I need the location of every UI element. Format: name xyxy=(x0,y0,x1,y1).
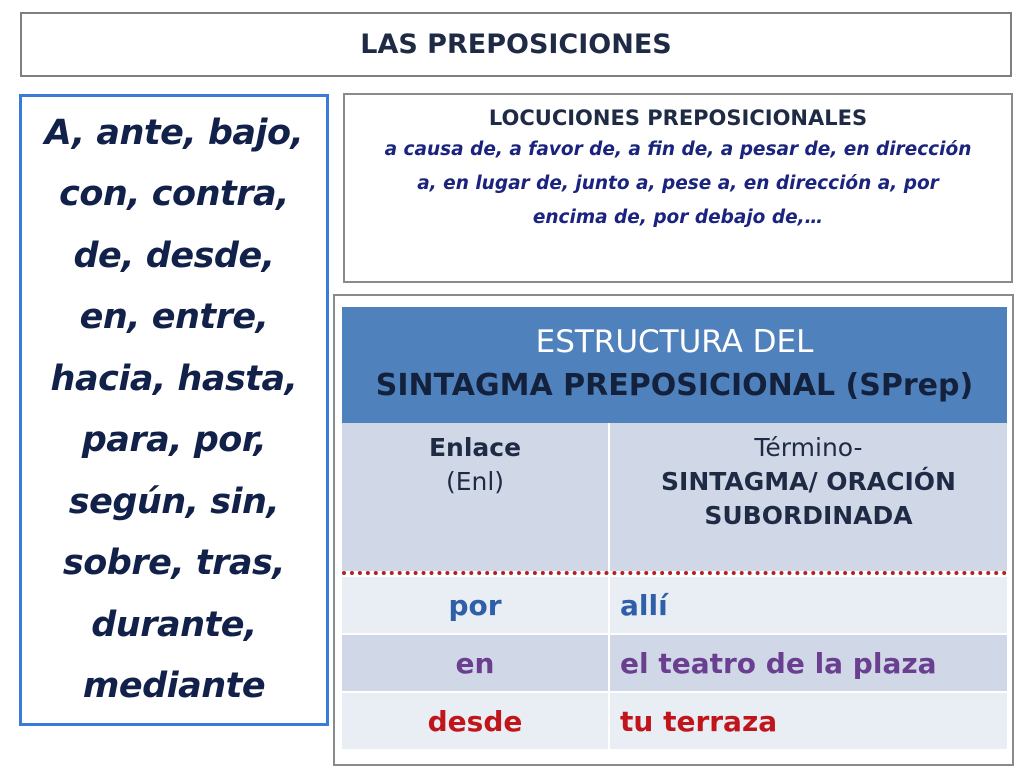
locuciones-line: encima de, por debajo de,… xyxy=(532,207,824,228)
termino-line3: SUBORDINADA xyxy=(704,501,913,530)
termino-label: Término- xyxy=(754,433,863,462)
termino-cell: allí xyxy=(620,588,668,622)
enlace-cell: desde xyxy=(342,693,610,749)
preposition-line: según, sin, xyxy=(68,481,280,522)
locuciones-line: a, en lugar de, junto a, pese a, en dirección a, por xyxy=(417,173,939,194)
preposition-line: A, ante, bajo, xyxy=(44,112,304,153)
preposition-line: con, contra, xyxy=(59,174,289,214)
enlace-label: Enlace xyxy=(428,433,522,462)
locuciones-title: LOCUCIONES PREPOSICIONALES xyxy=(488,106,868,130)
preposition-line: mediante xyxy=(82,666,266,706)
enlace-cell: en xyxy=(342,635,610,691)
structure-header-line1: ESTRUCTURA DEL xyxy=(535,324,814,360)
structure-header-line2: SINTAGMA PREPOSICIONAL (SPrep) xyxy=(375,368,974,403)
table-row xyxy=(342,633,1007,691)
enlace-abbr: (Enl) xyxy=(445,467,505,496)
prepositions-panel xyxy=(19,94,329,726)
column-header-termino xyxy=(610,423,1007,571)
structure-panel xyxy=(333,294,1014,766)
preposition-line: durante, xyxy=(91,604,257,645)
termino-line2: SINTAGMA/ ORACIÓN xyxy=(661,467,956,496)
enlace-cell: por xyxy=(342,577,610,633)
termino-cell: tu terraza xyxy=(620,704,778,738)
table-header-row xyxy=(342,423,1007,571)
page-title-box xyxy=(20,12,1012,77)
preposition-line: sobre, tras, xyxy=(62,543,286,583)
locuciones-panel xyxy=(343,93,1013,283)
structure-header xyxy=(342,307,1007,423)
preposition-line: para, por, xyxy=(81,420,267,460)
page-title: LAS PREPOSICIONES xyxy=(360,29,672,60)
prepositions-list xyxy=(45,103,304,718)
column-header-enlace xyxy=(342,423,610,571)
table-row xyxy=(342,691,1007,749)
table-row xyxy=(342,575,1007,633)
structure-table xyxy=(342,423,1007,749)
locuciones-line: a causa de, a favor de, a fin de, a pesar de, en dirección xyxy=(384,139,972,160)
preposition-line: de, desde, xyxy=(73,235,275,276)
preposition-line: hacia, hasta, xyxy=(50,358,298,399)
preposition-line: en, entre, xyxy=(79,297,269,337)
locuciones-text xyxy=(357,133,999,235)
termino-cell: el teatro de la plaza xyxy=(620,646,937,680)
